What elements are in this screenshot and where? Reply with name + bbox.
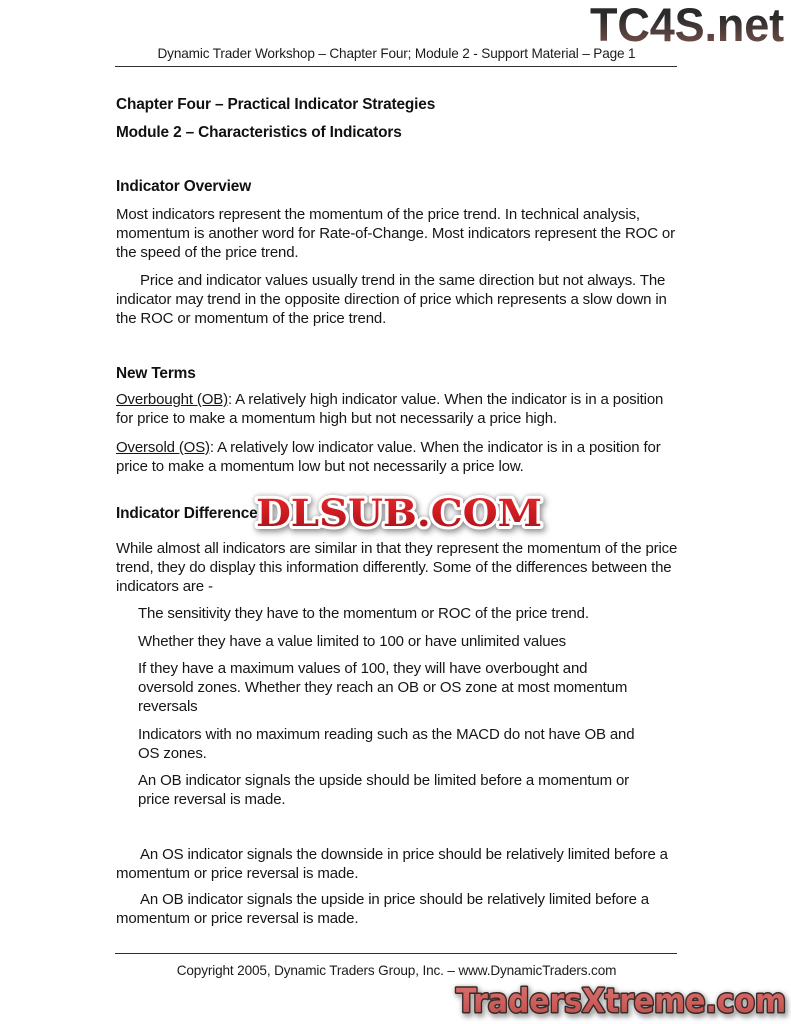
chapter-heading: Chapter Four – Practical Indicator Strategies (116, 96, 436, 113)
list-item: Indicators with no maximum reading such as the MACD do not have OB and OS zones. (138, 726, 635, 762)
dlsub-watermark-text: DLSUB.COM (256, 491, 542, 535)
tradersxtreme-logo-text: TradersXtreme.com (456, 981, 786, 1020)
term-overbought (116, 390, 678, 428)
header-rule (115, 66, 677, 67)
term-overbought-label: Overbought (OB) (116, 391, 228, 408)
overview-paragraph-2: Price and indicator values usually trend in the same direction but not always. The indicator may trend in the opposite direction of price which represents a slow down in the ROC or momentum of the price trend. (116, 272, 667, 327)
page-header-title: Dynamic Trader Workshop – Chapter Four; Module 2 - Support Material – Page 1 (157, 46, 636, 61)
list-item: If they have a maximum values of 100, they will have overbought and oversold zones. Whether they reach an OB or OS zone at most momentum reversals (138, 660, 628, 715)
overview-heading: Indicator Overview (116, 178, 252, 195)
term-overbought-definition: : A relatively high indicator value. When the indicator is in a position for price to make a momentum high but not necessarily a price high. (116, 391, 664, 427)
tc4s-logo-text: TC4S.net (590, 0, 785, 50)
tc4s-logo (587, 0, 789, 50)
module-heading: Module 2 – Characteristics of Indicators (116, 124, 402, 141)
overview-paragraph-1: Most indicators represent the momentum of the price trend. In technical analysis, momentum is another word for Rate-of-Change. Most indicators represent the ROC or the speed of the price trend. (116, 206, 675, 261)
term-oversold (116, 438, 678, 476)
list-item: Whether they have a value limited to 100 or have unlimited values (138, 633, 566, 650)
footer-copyright: Copyright 2005, Dynamic Traders Group, Inc. – www.DynamicTraders.com (176, 963, 617, 978)
closing-paragraph-ob: An OB indicator signals the upside in price should be relatively limited before a momentum or price reversal is made. (116, 891, 649, 927)
new-terms-heading: New Terms (116, 365, 196, 382)
dlsub-watermark (248, 483, 550, 541)
tradersxtreme-logo (451, 979, 791, 1024)
closing-paragraph-os: An OS indicator signals the downside in price should be relatively limited before a momentum or price reversal is made. (116, 846, 668, 882)
differences-intro: While almost all indicators are similar in that they represent the momentum of the price trend, they do display this information differently. Some of the differences between the indicators are - (116, 540, 678, 595)
term-oversold-label: Oversold (OS) (116, 439, 210, 456)
list-item: An OB indicator signals the upside should be limited before a momentum or price reversal is made. (138, 772, 629, 808)
differences-heading: Indicator Differences (116, 505, 266, 522)
footer-rule (115, 953, 677, 954)
term-oversold-definition: : A relatively low indicator value. When the indicator is in a position for price to make a momentum low but not necessarily a price low. (116, 439, 661, 475)
list-item: The sensitivity they have to the momentum or ROC of the price trend. (138, 605, 589, 622)
